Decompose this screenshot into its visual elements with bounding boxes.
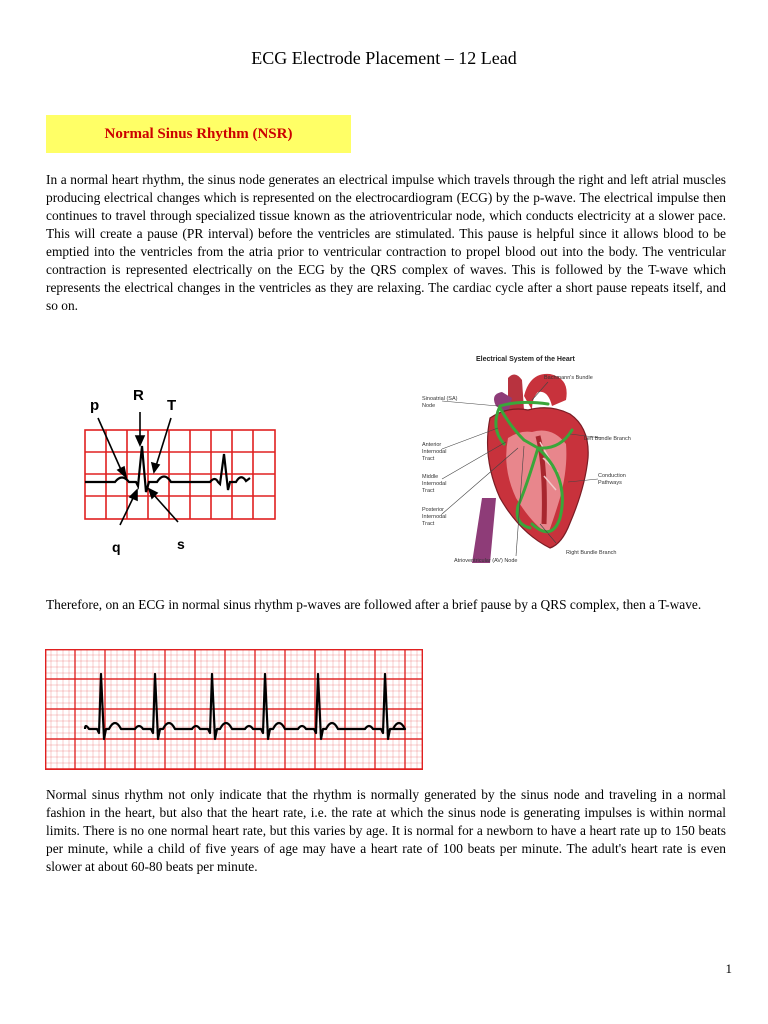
label-anterior-tract-2: Internodal: [422, 449, 447, 455]
label-middle-tract-2: Internodal: [422, 481, 447, 487]
ecg-complex-diagram: [60, 380, 290, 560]
ecg-rhythm-strip: [45, 649, 423, 770]
ecg-trace: [85, 446, 250, 492]
wave-label-r: R: [133, 387, 144, 404]
paragraph-heart-rate: Normal sinus rhythm not only indicate that the rhythm is normally generated by the sinus node and traveling in a normal fashion in the heart, but also that the heart rate, i.e. the rate at which the sinus node is generating impulses is within normal limits. There is no one normal heart rate, but this varies by age. It is normal for a newborn to have a heart rate up to 150 beats per minute, while a child of five years of age may have a heart rate of 100 beats per minute. The adult's heart rate is even slower at about 60-80 beats per minute.: [46, 787, 726, 874]
label-bachmann: Bachmann's Bundle: [544, 375, 593, 381]
wave-label-q: q: [112, 539, 121, 555]
label-posterior-tract-3: Tract: [422, 521, 435, 527]
label-middle-tract-3: Tract: [422, 488, 435, 494]
paragraph-intro: In a normal heart rhythm, the sinus node generates an electrical impulse which travels through the right and left atrial muscles producing electrical changes which is represented on the electrocardiogram (ECG) by the p-wave. The electrical impulse then continues to travel through specialized tissue known as the atrioventricular node, which conducts electricity at a slower pace. This will create a pause (PR interval) before the ventricles are stimulated. This pause is helpful since it allows blood to be emptied into the ventricles from the atria prior to ventricular contraction to propel blood out into the body. The ventricular contraction is represented electrically on the ECG by the QRS complex of waves. This is followed by the T-wave which represents the electrical changes in the ventricles as they are relaxing. The cardiac cycle after a short pause repeats itself, and so on.: [46, 172, 726, 313]
label-av-node: Atrioventricular (AV) Node: [454, 558, 518, 564]
wave-label-t: T: [167, 397, 177, 414]
wave-label-s: s: [177, 536, 185, 552]
label-posterior-tract-2: Internodal: [422, 514, 447, 520]
document-title: ECG Electrode Placement – 12 Lead: [251, 48, 517, 68]
label-middle-tract: Middle: [422, 474, 439, 480]
paragraph-summary: Therefore, on an ECG in normal sinus rhythm p-waves are followed after a brief pause by a QRS complex, then a T-wave.: [46, 597, 702, 612]
label-conduction-2: Pathways: [598, 480, 622, 486]
ecg-grid: [85, 430, 275, 519]
label-sa-node: Sinoatrial (SA): [422, 396, 458, 402]
label-conduction: Conduction: [598, 473, 626, 479]
label-anterior-tract: Anterior: [422, 442, 442, 448]
heart-figure-title: Electrical System of the Heart: [476, 356, 575, 363]
heart-conduction-figure: [420, 348, 635, 570]
label-posterior-tract: Posterior: [422, 507, 445, 513]
page-number: 1: [725, 961, 732, 976]
label-right-bundle: Right Bundle Branch: [566, 550, 617, 556]
label-left-bundle: Left Bundle Branch: [584, 436, 631, 442]
wave-label-p: p: [90, 397, 100, 414]
label-anterior-tract-3: Tract: [422, 456, 435, 462]
section-heading: Normal Sinus Rhythm (NSR): [104, 126, 293, 142]
label-sa-node-2: Node: [422, 403, 436, 409]
